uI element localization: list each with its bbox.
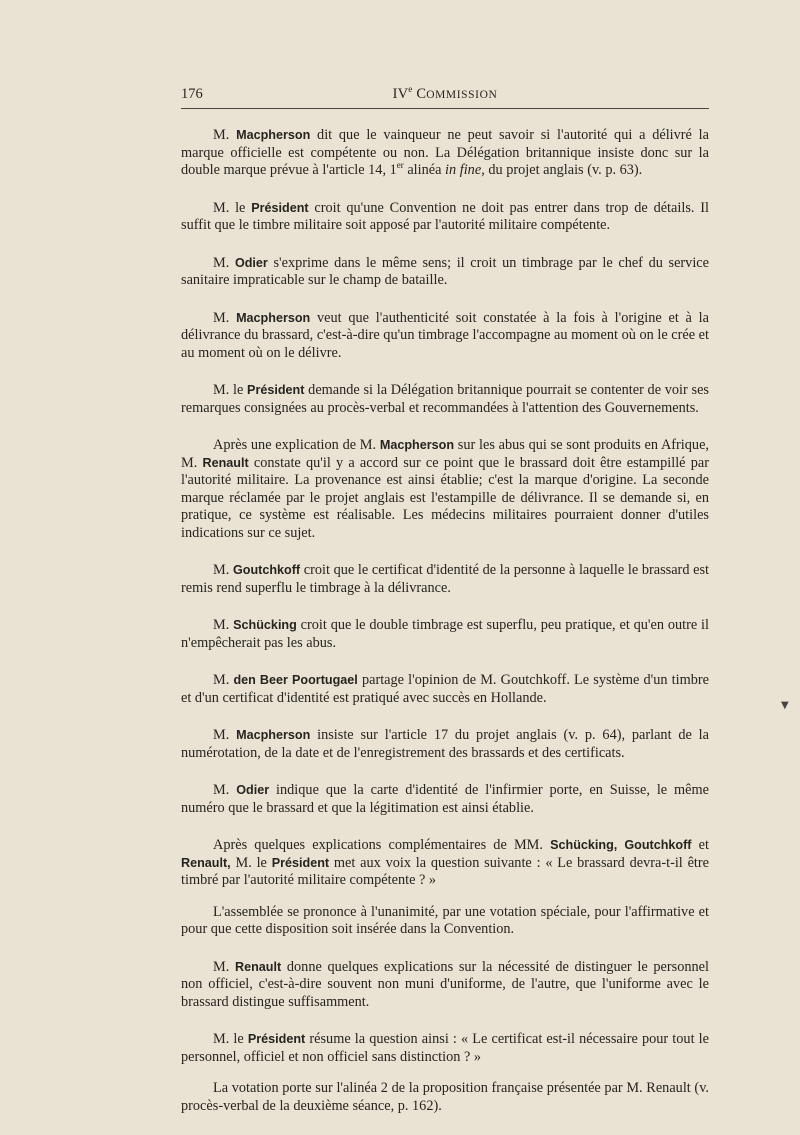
body-text — [181, 127, 709, 1135]
paragraph: M. den Beer Poortugael partage l'opinion de M. Goutchkoff. Le système d'un timbre et d'un certificat d'identité est pratiqué avec succès en Hollande. — [181, 672, 709, 706]
paragraph: Après quelques explications complémentaires de MM. Schücking, Goutchkoff et Renault, M. le Président met aux voix la question suivante : « Le brassard devra-t-il être timbré par l'autorité militaire compétente ? » — [181, 837, 710, 888]
paragraph: M. Goutchkoff croit que le certificat d'identité de la personne à laquelle le brassard est remis rend superflu le timbrage à la délivrance. — [181, 562, 709, 596]
title-rest: OMMISSION — [426, 89, 498, 101]
paragraph: M. le Président demande si la Délégation britannique pourrait se contenter de voir ses remarques consignées au procès-verbal et recommandées à l'attention des Gouvernements. — [181, 382, 709, 416]
paragraph: M. Schücking croit que le double timbrage est superflu, peu pratique, et qu'en outre il n'empêcherait pas les abus. — [181, 617, 709, 651]
speaker-name: Président — [247, 383, 305, 397]
speaker-name: Schücking — [233, 618, 297, 632]
paragraph: M. Renault donne quelques explications sur la nécessité de distinguer le personnel non officiel, c'est-à-dire souvent non muni d'uniforme, de l'autre, que l'uniforme avec le brassard distingue suffisamment. — [181, 958, 709, 1010]
paragraph: Après une explication de M. Macpherson sur les abus qui se sont produits en Afrique, M. Renault constate qu'il y a accord sur ce point que le brassard doit être estampillé par l'autorité militaire. La provenance est ainsi établie; c'est la marque d'origine. La seconde marque réclamée par le projet anglais est l'estampille de délivrance. Il se demande si, en pratique, ce système est réalisable. Les médecins militaires pourraient donner d'utiles indications sur ce sujet. — [181, 437, 709, 541]
speaker-name: Macpherson — [379, 438, 455, 452]
running-title — [181, 86, 709, 103]
paragraph: M. Odier indique que la carte d'identité de l'infirmier porte, en Suisse, le même numéro que le brassard et que la légitimation est ainsi établie. — [181, 782, 709, 816]
roman-numeral: IV — [392, 86, 409, 102]
paragraph: M. le Président résume la question ainsi : « Le certificat est-il nécessaire pour tout le personnel, officiel et non officiel sans distinction ? » — [181, 1031, 709, 1065]
speaker-name: Macpherson — [236, 728, 311, 742]
speaker-name: den Beer Poortugael — [233, 673, 358, 687]
speaker-name: Président — [247, 1032, 306, 1046]
speaker-name: Macpherson — [236, 128, 311, 142]
paragraph: M. Odier s'exprime dans le même sens; il croit un timbrage par le chef du service sanitaire impraticable sur le champ de bataille. — [181, 254, 709, 288]
margin-mark: ▼ — [781, 700, 789, 711]
header-rule — [181, 108, 709, 109]
speaker-name: Odier — [234, 255, 268, 270]
roman-superscript: e — [408, 84, 413, 95]
paragraph: La votation porte sur l'alinéa 2 de la proposition française présentée par M. Renault (v. procès-verbal de la deuxième séance, p. 162). — [181, 1080, 709, 1114]
running-header — [181, 86, 709, 106]
speaker-name: Macpherson — [236, 310, 311, 325]
paragraph: M. Macpherson veut que l'authenticité soit constatée à la fois à l'origine et à la délivrance du brassard, c'est-à-dire qu'un timbrage l'accompagne au moment où on le crée et au moment où on le délivre. — [181, 309, 709, 361]
speaker-name: Président — [251, 200, 309, 215]
speaker-name: Renault, — [181, 855, 231, 870]
paragraph: M. Macpherson dit que le vainqueur ne peut savoir si l'autorité qui a délivré la marque officielle est compétente ou non. La Délégation britannique insiste donc sur la double marque prévue à l'article 14, 1er alinéa in fine, du projet anglais (v. p. 63). — [181, 127, 709, 178]
speaker-name: Renault — [202, 455, 249, 470]
paragraph: M. Macpherson insiste sur l'article 17 du projet anglais (v. p. 64), parlant de la numérotation, de la date et de l'enregistrement des brassards et des certificats. — [181, 727, 709, 761]
paragraph: L'assemblée se prononce à l'unanimité, par une votation spéciale, pour l'affirmative et pour que cette disposition soit insérée dans la Convention. — [181, 903, 709, 937]
speaker-name: Renault — [235, 959, 282, 974]
speaker-name: Odier — [236, 783, 270, 797]
speaker-name: Schücking, Goutchkoff — [550, 838, 692, 852]
speaker-name: Goutchkoff — [232, 563, 301, 577]
paragraph: M. le Président croit qu'une Convention ne doit pas entrer dans trop de détails. Il suffit que le timbre militaire soit apposé par l'autorité militaire compétente. — [181, 199, 709, 233]
speaker-name: Président — [271, 855, 330, 870]
page-number: 176 — [181, 86, 203, 102]
title-initial: C — [416, 86, 427, 102]
